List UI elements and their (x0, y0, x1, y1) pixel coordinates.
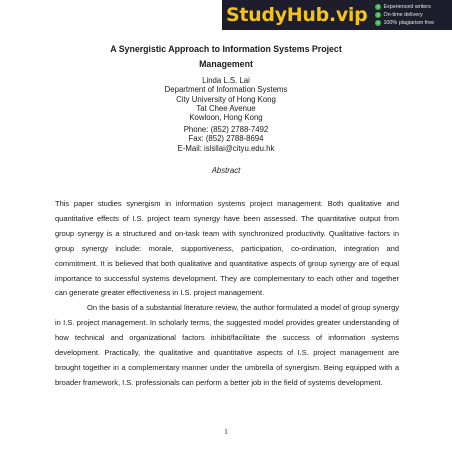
phone-number: Phone: (852) 2788-7492 (183, 125, 269, 134)
feature-item (375, 20, 434, 27)
check-icon: ✓ (376, 4, 381, 9)
author-city: Kowloon, Hong Kong (189, 113, 263, 123)
author-university: City University of Hong Kong (176, 94, 276, 104)
abstract-paragraph: On the basis of a substantial literature review, the author formulated a model of group synergy in I.S. project management. In scholarly terms, the suggested model provides greater understanding of how technical and organizational factors inhibit/facilitate the success of information systems development. Practically, the qualitative and quantitative aspects of I.S. project management are brought together in a complementary manner under the umbrella of synergism. Being equipped with a broader framework, I.S. professionals can perform a better job in the field of systems development. (55, 303, 399, 387)
email-address: E-Mail: islsllai@cityu.edu.hk (177, 143, 275, 153)
feature-label: On-time delivery (383, 11, 423, 18)
check-icon: ✓ (376, 20, 381, 25)
author-name: Linda L.S. Lai (202, 76, 250, 85)
fax-number: Fax: (852) 2788-8694 (188, 134, 264, 144)
author-block (40, 76, 412, 122)
author-department: Department of Information Systems (164, 85, 288, 95)
abstract-heading: Abstract (211, 166, 241, 175)
page-number: 1 (224, 427, 228, 436)
feature-item (375, 12, 434, 19)
feature-list (375, 4, 434, 27)
studyhub-banner[interactable] (222, 0, 452, 30)
feature-label: Experienced writers (383, 3, 431, 10)
author-street: Tat Chee Avenue (196, 103, 256, 113)
abstract-paragraph: This paper studies synergism in information systems project management. Both qualitative and quantitative effects of I.S. project team synergy have been assessed. The quantitative output from group synergy is a structured and on-task team with synchronized productivity. Qualitative factors in group synergy include: morale, supportiveness, participation, co-ordination, integration and commitment. It is believed that both qualitative and quantitative aspects of group synergy are of equal importance to successful systems development. They are complementary to each other and together can generate greater effectiveness in I.S. project management. (55, 199, 399, 298)
title-line: A Synergistic Approach to Information Systems Project (110, 44, 342, 54)
check-icon: ✓ (376, 12, 381, 17)
title-line: Management (199, 59, 253, 69)
contact-block (40, 125, 412, 153)
feature-item (375, 4, 434, 11)
studyhub-logo[interactable]: StudyHub.vip (226, 4, 368, 26)
abstract-body (55, 197, 399, 391)
feature-label: 100% plagiarism free (383, 19, 435, 26)
paper-title (40, 42, 412, 72)
